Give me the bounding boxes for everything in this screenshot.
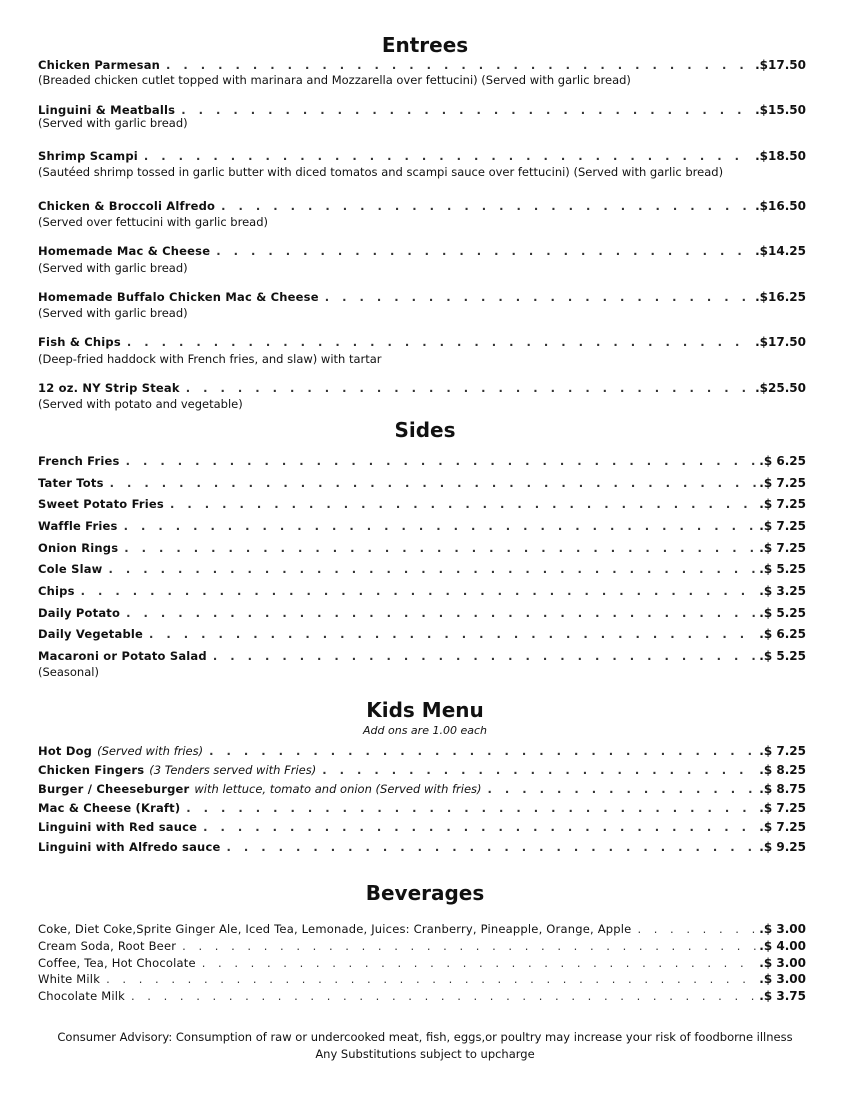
dot-leader — [131, 988, 757, 1004]
item-price: .$ 3.00 — [759, 922, 806, 936]
item-price: .$ 6.25 — [759, 627, 806, 641]
menu-item — [38, 648, 806, 664]
item-price: .$16.25 — [755, 290, 806, 304]
menu-item — [38, 496, 806, 512]
item-note: (3 Tenders served with Fries) — [149, 763, 317, 777]
item-price: .$ 7.25 — [759, 476, 806, 490]
menu-item — [38, 540, 806, 556]
item-price: .$16.50 — [755, 199, 806, 213]
menu-item — [38, 57, 806, 73]
menu-item — [38, 148, 806, 164]
dot-leader — [186, 800, 757, 816]
menu-item — [38, 988, 806, 1004]
item-name: Linguini & Meatballs — [38, 103, 176, 117]
dot-leader — [216, 243, 753, 259]
dot-leader — [637, 921, 757, 937]
dot-leader — [213, 648, 757, 664]
menu-item — [38, 334, 806, 350]
menu-item — [38, 938, 806, 954]
item-price: .$ 3.75 — [759, 989, 806, 1003]
menu-item — [38, 800, 806, 816]
item-price: .$18.50 — [755, 149, 806, 163]
item-price: .$14.25 — [755, 244, 806, 258]
item-name: White Milk — [38, 972, 101, 986]
dot-leader — [322, 762, 757, 778]
item-description: (Deep-fried haddock with French fries, and slaw) with tartar — [38, 352, 382, 366]
item-name: Sweet Potato Fries — [38, 497, 164, 511]
item-price: .$ 7.25 — [759, 541, 806, 555]
item-price: .$ 4.00 — [759, 939, 806, 953]
item-name: Waffle Fries — [38, 519, 118, 533]
item-price: .$ 9.25 — [759, 840, 806, 854]
item-price: .$ 3.00 — [759, 972, 806, 986]
menu-item — [38, 626, 806, 642]
dot-leader — [109, 561, 758, 577]
consumer-advisory: Consumer Advisory: Consumption of raw or undercooked meat, fish, eggs,or poultry may increase your risk of foodborne illness — [57, 1030, 793, 1044]
item-note: (Served with fries) — [97, 744, 204, 758]
menu-item — [38, 475, 806, 491]
item-name: French Fries — [38, 454, 120, 468]
item-name: Chicken & Broccoli Alfredo — [38, 199, 216, 213]
substitutions-note: Any Substitutions subject to upcharge — [315, 1047, 535, 1061]
item-name: Homemade Mac & Cheese — [38, 244, 211, 258]
dot-leader — [127, 334, 753, 350]
menu-item — [38, 605, 806, 621]
item-description: (Served with potato and vegetable) — [38, 397, 243, 411]
item-name: Homemade Buffalo Chicken Mac & Cheese — [38, 290, 319, 304]
dot-leader — [166, 57, 753, 73]
menu-item — [38, 819, 806, 835]
dot-leader — [106, 971, 757, 987]
menu-item — [38, 243, 806, 259]
item-price: .$ 7.25 — [759, 497, 806, 511]
dot-leader — [149, 626, 757, 642]
item-price: .$ 7.25 — [759, 744, 806, 758]
item-price: .$ 5.25 — [759, 606, 806, 620]
item-note: with lettuce, tomato and onion (Served with fries) — [194, 782, 482, 796]
menu-item — [38, 839, 806, 855]
item-price: .$25.50 — [755, 381, 806, 395]
item-name: Linguini with Alfredo sauce — [38, 840, 221, 854]
item-price: .$15.50 — [755, 103, 806, 117]
menu-item — [38, 762, 806, 778]
item-price: .$ 8.25 — [759, 763, 806, 777]
menu-item — [38, 743, 806, 759]
item-price: .$17.50 — [755, 58, 806, 72]
item-price: .$ 5.25 — [759, 562, 806, 576]
item-name: Burger / Cheeseburger — [38, 782, 190, 796]
item-name: Chicken Parmesan — [38, 58, 161, 72]
item-price: .$ 7.25 — [759, 519, 806, 533]
menu-item — [38, 955, 806, 971]
item-price: .$ 8.75 — [759, 782, 806, 796]
item-name: Cole Slaw — [38, 562, 103, 576]
item-description: (Served with garlic bread) — [38, 306, 188, 320]
item-description: (Served with garlic bread) — [38, 116, 188, 130]
beverages-title: Beverages — [365, 881, 485, 905]
menu-item — [38, 583, 806, 599]
kids-menu-title: Kids Menu — [366, 698, 484, 722]
dot-leader — [186, 380, 753, 396]
dot-leader — [221, 198, 753, 214]
menu-item — [38, 921, 806, 937]
sides-title: Sides — [394, 418, 456, 442]
item-name: Fish & Chips — [38, 335, 121, 349]
item-name: Cream Soda, Root Beer — [38, 939, 177, 953]
item-name: Tater Tots — [38, 476, 104, 490]
item-name: Macaroni or Potato Salad — [38, 649, 207, 663]
menu-item — [38, 289, 806, 305]
item-price: .$ 3.00 — [759, 956, 806, 970]
item-name: Chips — [38, 584, 75, 598]
item-name: 12 oz. NY Strip Steak — [38, 381, 180, 395]
item-price: .$ 5.25 — [759, 649, 806, 663]
dot-leader — [81, 583, 758, 599]
menu-item — [38, 518, 806, 534]
item-description: (Served over fettucini with garlic bread) — [38, 215, 268, 229]
item-name: Coke, Diet Coke,Sprite Ginger Ale, Iced Tea, Lemonade, Juices: Cranberry, Pineapple, Orange, Apple — [38, 922, 632, 936]
item-price: .$ 7.25 — [759, 801, 806, 815]
dot-leader — [182, 938, 757, 954]
kids-menu-subtitle: Add ons are 1.00 each — [363, 724, 487, 737]
item-name: Linguini with Red sauce — [38, 820, 198, 834]
dot-leader — [170, 496, 757, 512]
menu-item — [38, 198, 806, 214]
dot-leader — [209, 743, 757, 759]
item-price: .$ 3.25 — [759, 584, 806, 598]
menu-item — [38, 380, 806, 396]
item-name: Onion Rings — [38, 541, 119, 555]
item-price: .$ 7.25 — [759, 820, 806, 834]
menu-item — [38, 561, 806, 577]
item-price: .$17.50 — [755, 335, 806, 349]
item-name: Coffee, Tea, Hot Chocolate — [38, 956, 196, 970]
item-name: Hot Dog — [38, 744, 93, 758]
dot-leader — [126, 453, 758, 469]
menu-item — [38, 971, 806, 987]
item-name: Chocolate Milk — [38, 989, 125, 1003]
dot-leader — [126, 605, 757, 621]
dot-leader — [488, 781, 758, 797]
dot-leader — [110, 475, 758, 491]
item-description: (Served with garlic bread) — [38, 261, 188, 275]
dot-leader — [203, 819, 757, 835]
item-name: Mac & Cheese (Kraft) — [38, 801, 181, 815]
item-name: Daily Potato — [38, 606, 121, 620]
item-name: Daily Vegetable — [38, 627, 144, 641]
item-price: .$ 6.25 — [759, 454, 806, 468]
dot-leader — [144, 148, 753, 164]
item-description: (Seasonal) — [38, 665, 99, 679]
dot-leader — [202, 955, 758, 971]
menu-item — [38, 781, 806, 797]
item-name: Shrimp Scampi — [38, 149, 138, 163]
dot-leader — [226, 839, 757, 855]
dot-leader — [325, 289, 753, 305]
item-description: (Breaded chicken cutlet topped with marinara and Mozzarella over fettucini) (Served with garlic bread) — [38, 73, 631, 87]
item-description: (Sautéed shrimp tossed in garlic butter with diced tomatos and scampi sauce over fettucini) (Served with garlic bread) — [38, 165, 724, 179]
item-name: Chicken Fingers — [38, 763, 145, 777]
dot-leader — [124, 540, 757, 556]
entrees-title: Entrees — [381, 33, 469, 57]
menu-item — [38, 453, 806, 469]
dot-leader — [124, 518, 758, 534]
